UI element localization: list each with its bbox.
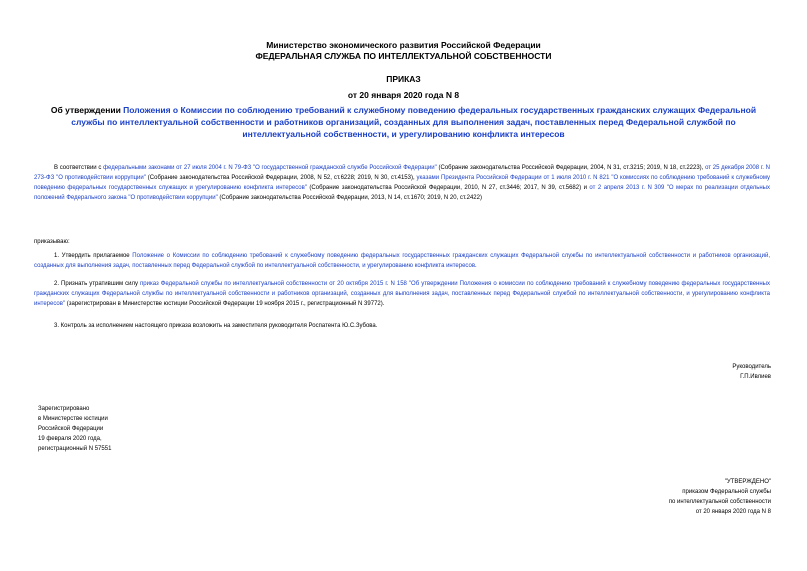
preamble-text-2: (Собрание законодательства Российской Федерации, 2004, N 31, ст.3215; 2019, N 18, ст.2223), (436, 165, 706, 171)
title-prefix: Об утверждении (50, 105, 124, 115)
order-158-link[interactable]: приказ Федеральной службы по интеллектуальной собственности от 20 октября 2015 г. N 158 "Об утверждении Положения о комиссии по соблюдению требований к служебному поведению федеральных государственных гражданских служащих Федеральной службы по интеллектуальной собственности и работников организаций, созданных для выполнения задач, поставленных перед Федеральной службой по интеллектуальной собственности, и урегулированию конфликта интересов" (34, 281, 770, 307)
order-word: приказываю: (34, 239, 70, 245)
preamble-paragraph (34, 163, 770, 203)
title-regulation-link[interactable]: Положения о Комиссии по соблюдению требований к служебному поведению федеральных государственных гражданских служащих Федеральной службы по интеллектуальной собственности и работников организаций, созданных для выполнения задач, поставленных перед Федеральной службой по интеллектуальной собственности, и урегулированию конфликта интересов (71, 105, 757, 139)
decree-821-link[interactable]: указами Президента Российской Федерации от 1 июля 2010 г. N 821 "О комиссиях по соблюдению требований к служебному поведению федеральных государственных служащих и урегулированию конфликта интересов" (34, 175, 771, 191)
preamble-text-4: (Собрание законодательства Российской Федерации, 2010, N 27, ст.3446; 2017, N 39, ст.5682) и (306, 185, 590, 191)
service-heading: ФЕДЕРАЛЬНАЯ СЛУЖБА ПО ИНТЕЛЛЕКТУАЛЬНОЙ СОБСТВЕННОСТИ (255, 51, 552, 61)
registration-line-5: регистрационный N 57551 (38, 446, 112, 452)
approval-line-1: "УТВЕРЖДЕНО" (724, 479, 771, 485)
item-2-end: (зарегистрирован в Министерстве юстиции Российской Федерации 19 ноября 2015 г., регистрационный N 39772). (65, 301, 385, 307)
approval-block (669, 477, 771, 517)
order-date-number: от 20 января 2020 года N 8 (347, 90, 460, 100)
item-3: 3. Контроль за исполнением настоящего приказа возложить на заместителя руководителя Роспатента Ю.С.Зубова. (54, 323, 378, 329)
registration-line-2: в Министерстве юстиции (38, 416, 108, 422)
approval-line-2: приказом Федеральной службы (682, 489, 771, 495)
regulation-link[interactable]: Положение о Комиссии по соблюдению требований к служебному поведению федеральных государственных гражданских служащих Федеральной службы по интеллектуальной собственности и работников организаций, созданных для выполнения задач, поставленных перед Федеральной службой по интеллектуальной собственности, и урегулированию конфликта интересов (34, 253, 770, 269)
decree-309-link[interactable]: от 2 апреля 2013 г. N 309 "О мерах по реализации отдельных положений Федерального закона "О противодействии коррупции" (34, 185, 770, 201)
preamble-text-1: В соответствии с (54, 165, 104, 171)
signature-block (732, 362, 771, 382)
item-1-end: . (475, 263, 477, 269)
registration-line-3: Российской Федерации (38, 426, 104, 432)
ministry-heading: Министерство экономического развития Российской Федерации (266, 40, 541, 50)
doc-type-heading: ПРИКАЗ (386, 74, 421, 84)
approval-line-3: по интеллектуальной собственности (668, 499, 771, 505)
approval-line-4: от 20 января 2020 года N 8 (695, 509, 771, 515)
item-2-text: 2. Признать утратившим силу (54, 281, 141, 287)
registration-line-1: Зарегистрировано (38, 406, 90, 412)
registration-block (38, 404, 111, 454)
signature-role: Руководитель (732, 364, 771, 370)
law-273fz-link[interactable]: от 25 декабря 2008 г. N 273-ФЗ "О противодействии коррупции" (34, 165, 771, 181)
document-title (40, 104, 767, 140)
item-1 (34, 251, 770, 271)
law-79fz-link[interactable]: федеральными законами от 27 июля 2004 г. N 79-ФЗ "О государственной гражданской службе Российской Федерации" (103, 165, 437, 171)
signature-name: Г.П.Ивлиев (740, 374, 771, 380)
item-2 (34, 279, 770, 309)
item-1-text: 1. Утвердить прилагаемое (54, 253, 133, 259)
preamble-text-5: (Собрание законодательства Российской Федерации, 2013, N 14, ст.1670; 2019, N 20, ст.2422) (217, 195, 482, 201)
registration-line-4: 19 февраля 2020 года, (38, 436, 102, 442)
preamble-text-3: (Собрание законодательства Российской Федерации, 2008, N 52, ст.6228; 2019, N 30, ст.4153), (145, 175, 417, 181)
